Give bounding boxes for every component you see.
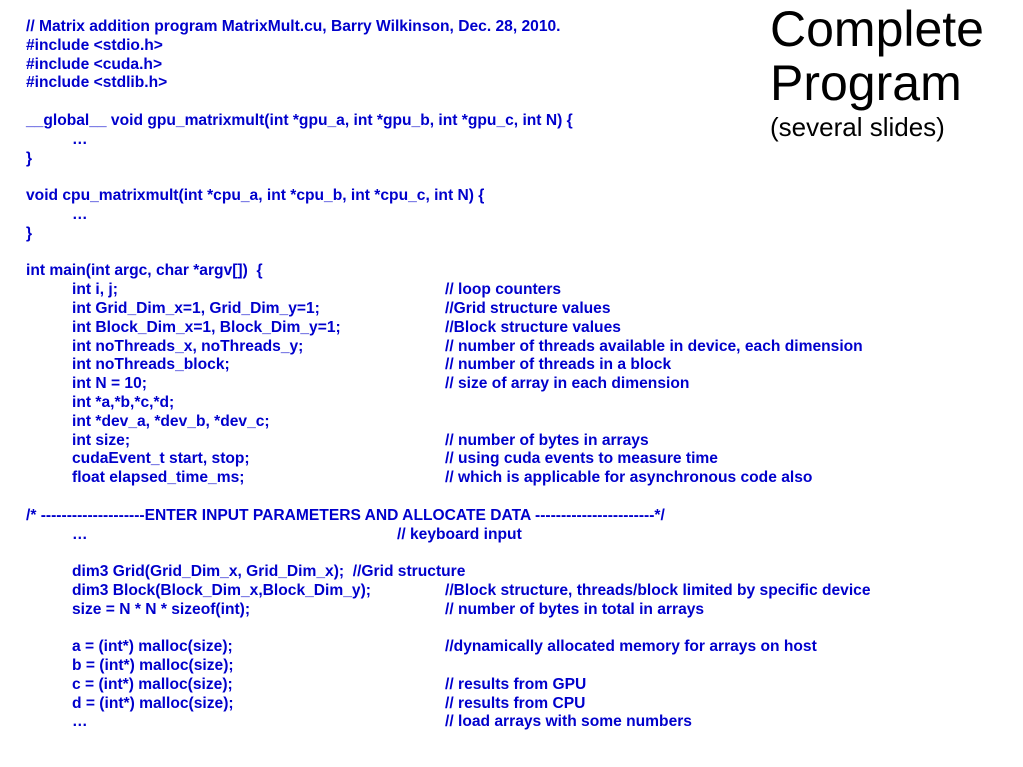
code-line <box>26 225 1016 244</box>
code-comment: //dynamically allocated memory for arrays on host <box>445 638 817 656</box>
code-line <box>26 319 1016 338</box>
code-statement: int N = 10; <box>72 375 147 393</box>
code-line <box>26 74 1016 93</box>
code-line <box>26 262 1016 281</box>
code-statement: size = N * N * sizeof(int); <box>72 600 251 618</box>
blank-line <box>26 93 1016 112</box>
code-statement: int i, j; <box>72 281 118 299</box>
code-line <box>26 375 1016 394</box>
code-statement: int noThreads_block; <box>72 356 230 374</box>
closing-brace: } <box>26 149 33 167</box>
code-comment: // loop counters <box>445 281 562 299</box>
blank-line <box>26 168 1016 187</box>
code-comment: // load arrays with some numbers <box>445 713 692 731</box>
code-line <box>26 695 1016 714</box>
blank-line <box>26 244 1016 263</box>
code-statement: dim3 Block(Block_Dim_x,Block_Dim_y); <box>72 581 371 599</box>
main-signature: int main(int argc, char *argv[]) { <box>26 262 263 280</box>
code-comment: // results from CPU <box>445 694 586 712</box>
code-statement: float elapsed_time_ms; <box>72 469 245 487</box>
blank-line <box>26 544 1016 563</box>
code-statement: a = (int*) malloc(size); <box>72 638 233 656</box>
code-line <box>26 432 1016 451</box>
code-line <box>26 601 1016 620</box>
blank-line <box>26 620 1016 639</box>
code-line <box>26 356 1016 375</box>
code-line <box>26 150 1016 169</box>
code-line <box>26 18 1016 37</box>
include-cuda: #include <cuda.h> <box>26 55 163 73</box>
code-comment: // keyboard input <box>397 525 522 543</box>
code-line <box>26 657 1016 676</box>
code-statement: int noThreads_x, noThreads_y; <box>72 337 304 355</box>
code-statement: int *dev_a, *dev_b, *dev_c; <box>72 412 270 430</box>
code-statement: b = (int*) malloc(size); <box>72 657 234 675</box>
gpu-function-signature: __global__ void gpu_matrixmult(int *gpu_a, int *gpu_b, int *gpu_c, int N) { <box>26 111 573 129</box>
code-line <box>26 582 1016 601</box>
code-statement: int Grid_Dim_x=1, Grid_Dim_y=1; <box>72 299 320 317</box>
code-statement: cudaEvent_t start, stop; <box>72 450 250 468</box>
code-statement: c = (int*) malloc(size); <box>72 675 233 693</box>
code-comment: // which is applicable for asynchronous code also <box>445 469 813 487</box>
closing-brace: } <box>26 224 33 242</box>
include-stdlib: #include <stdlib.h> <box>26 74 168 92</box>
code-line <box>26 507 1016 526</box>
slide-title-line-1: Complete <box>770 1 984 57</box>
ellipsis: … <box>72 525 88 543</box>
code-comment: // number of bytes in arrays <box>445 431 649 449</box>
code-line <box>26 563 1016 582</box>
code-comment: // number of threads in a block <box>445 356 672 374</box>
slide-subtitle: (several slides) <box>770 112 945 142</box>
code-line <box>26 469 1016 488</box>
code-statement: int size; <box>72 431 131 449</box>
code-comment: // number of bytes in total in arrays <box>445 600 705 618</box>
code-line <box>26 56 1016 75</box>
code-listing <box>26 18 1016 732</box>
code-line <box>26 131 1016 150</box>
code-line <box>26 394 1016 413</box>
code-comment: //Block structure values <box>445 318 621 336</box>
code-line <box>26 526 1016 545</box>
code-line <box>26 112 1016 131</box>
code-line <box>26 676 1016 695</box>
code-comment: //Grid structure values <box>445 299 611 317</box>
code-line <box>26 187 1016 206</box>
code-line <box>26 450 1016 469</box>
code-line <box>26 37 1016 56</box>
code-line <box>26 281 1016 300</box>
code-statement: dim3 Grid(Grid_Dim_x, Grid_Dim_x); //Grid structure <box>72 563 466 581</box>
header-comment: // Matrix addition program MatrixMult.cu, Barry Wilkinson, Dec. 28, 2010. <box>26 18 561 35</box>
ellipsis: … <box>72 130 88 148</box>
blank-line <box>26 488 1016 507</box>
code-statement: d = (int*) malloc(size); <box>72 694 234 712</box>
code-statement: int *a,*b,*c,*d; <box>72 393 175 411</box>
code-line <box>26 300 1016 319</box>
code-statement: int Block_Dim_x=1, Block_Dim_y=1; <box>72 318 341 336</box>
include-stdio: #include <stdio.h> <box>26 36 163 54</box>
code-line <box>26 338 1016 357</box>
code-comment: // using cuda events to measure time <box>445 450 718 468</box>
code-comment: // size of array in each dimension <box>445 375 690 393</box>
ellipsis: … <box>72 713 88 731</box>
section-divider-comment: /* --------------------ENTER INPUT PARAMETERS AND ALLOCATE DATA -----------------------*/ <box>26 506 665 524</box>
slide-title-line-2: Program <box>770 55 962 111</box>
cpu-function-signature: void cpu_matrixmult(int *cpu_a, int *cpu_b, int *cpu_c, int N) { <box>26 187 485 205</box>
code-comment: // results from GPU <box>445 675 587 693</box>
code-comment: // number of threads available in device, each dimension <box>445 337 863 355</box>
code-line <box>26 638 1016 657</box>
code-line <box>26 413 1016 432</box>
ellipsis: … <box>72 205 88 223</box>
code-line <box>26 206 1016 225</box>
code-line <box>26 713 1016 732</box>
code-comment: //Block structure, threads/block limited by specific device <box>445 581 871 599</box>
